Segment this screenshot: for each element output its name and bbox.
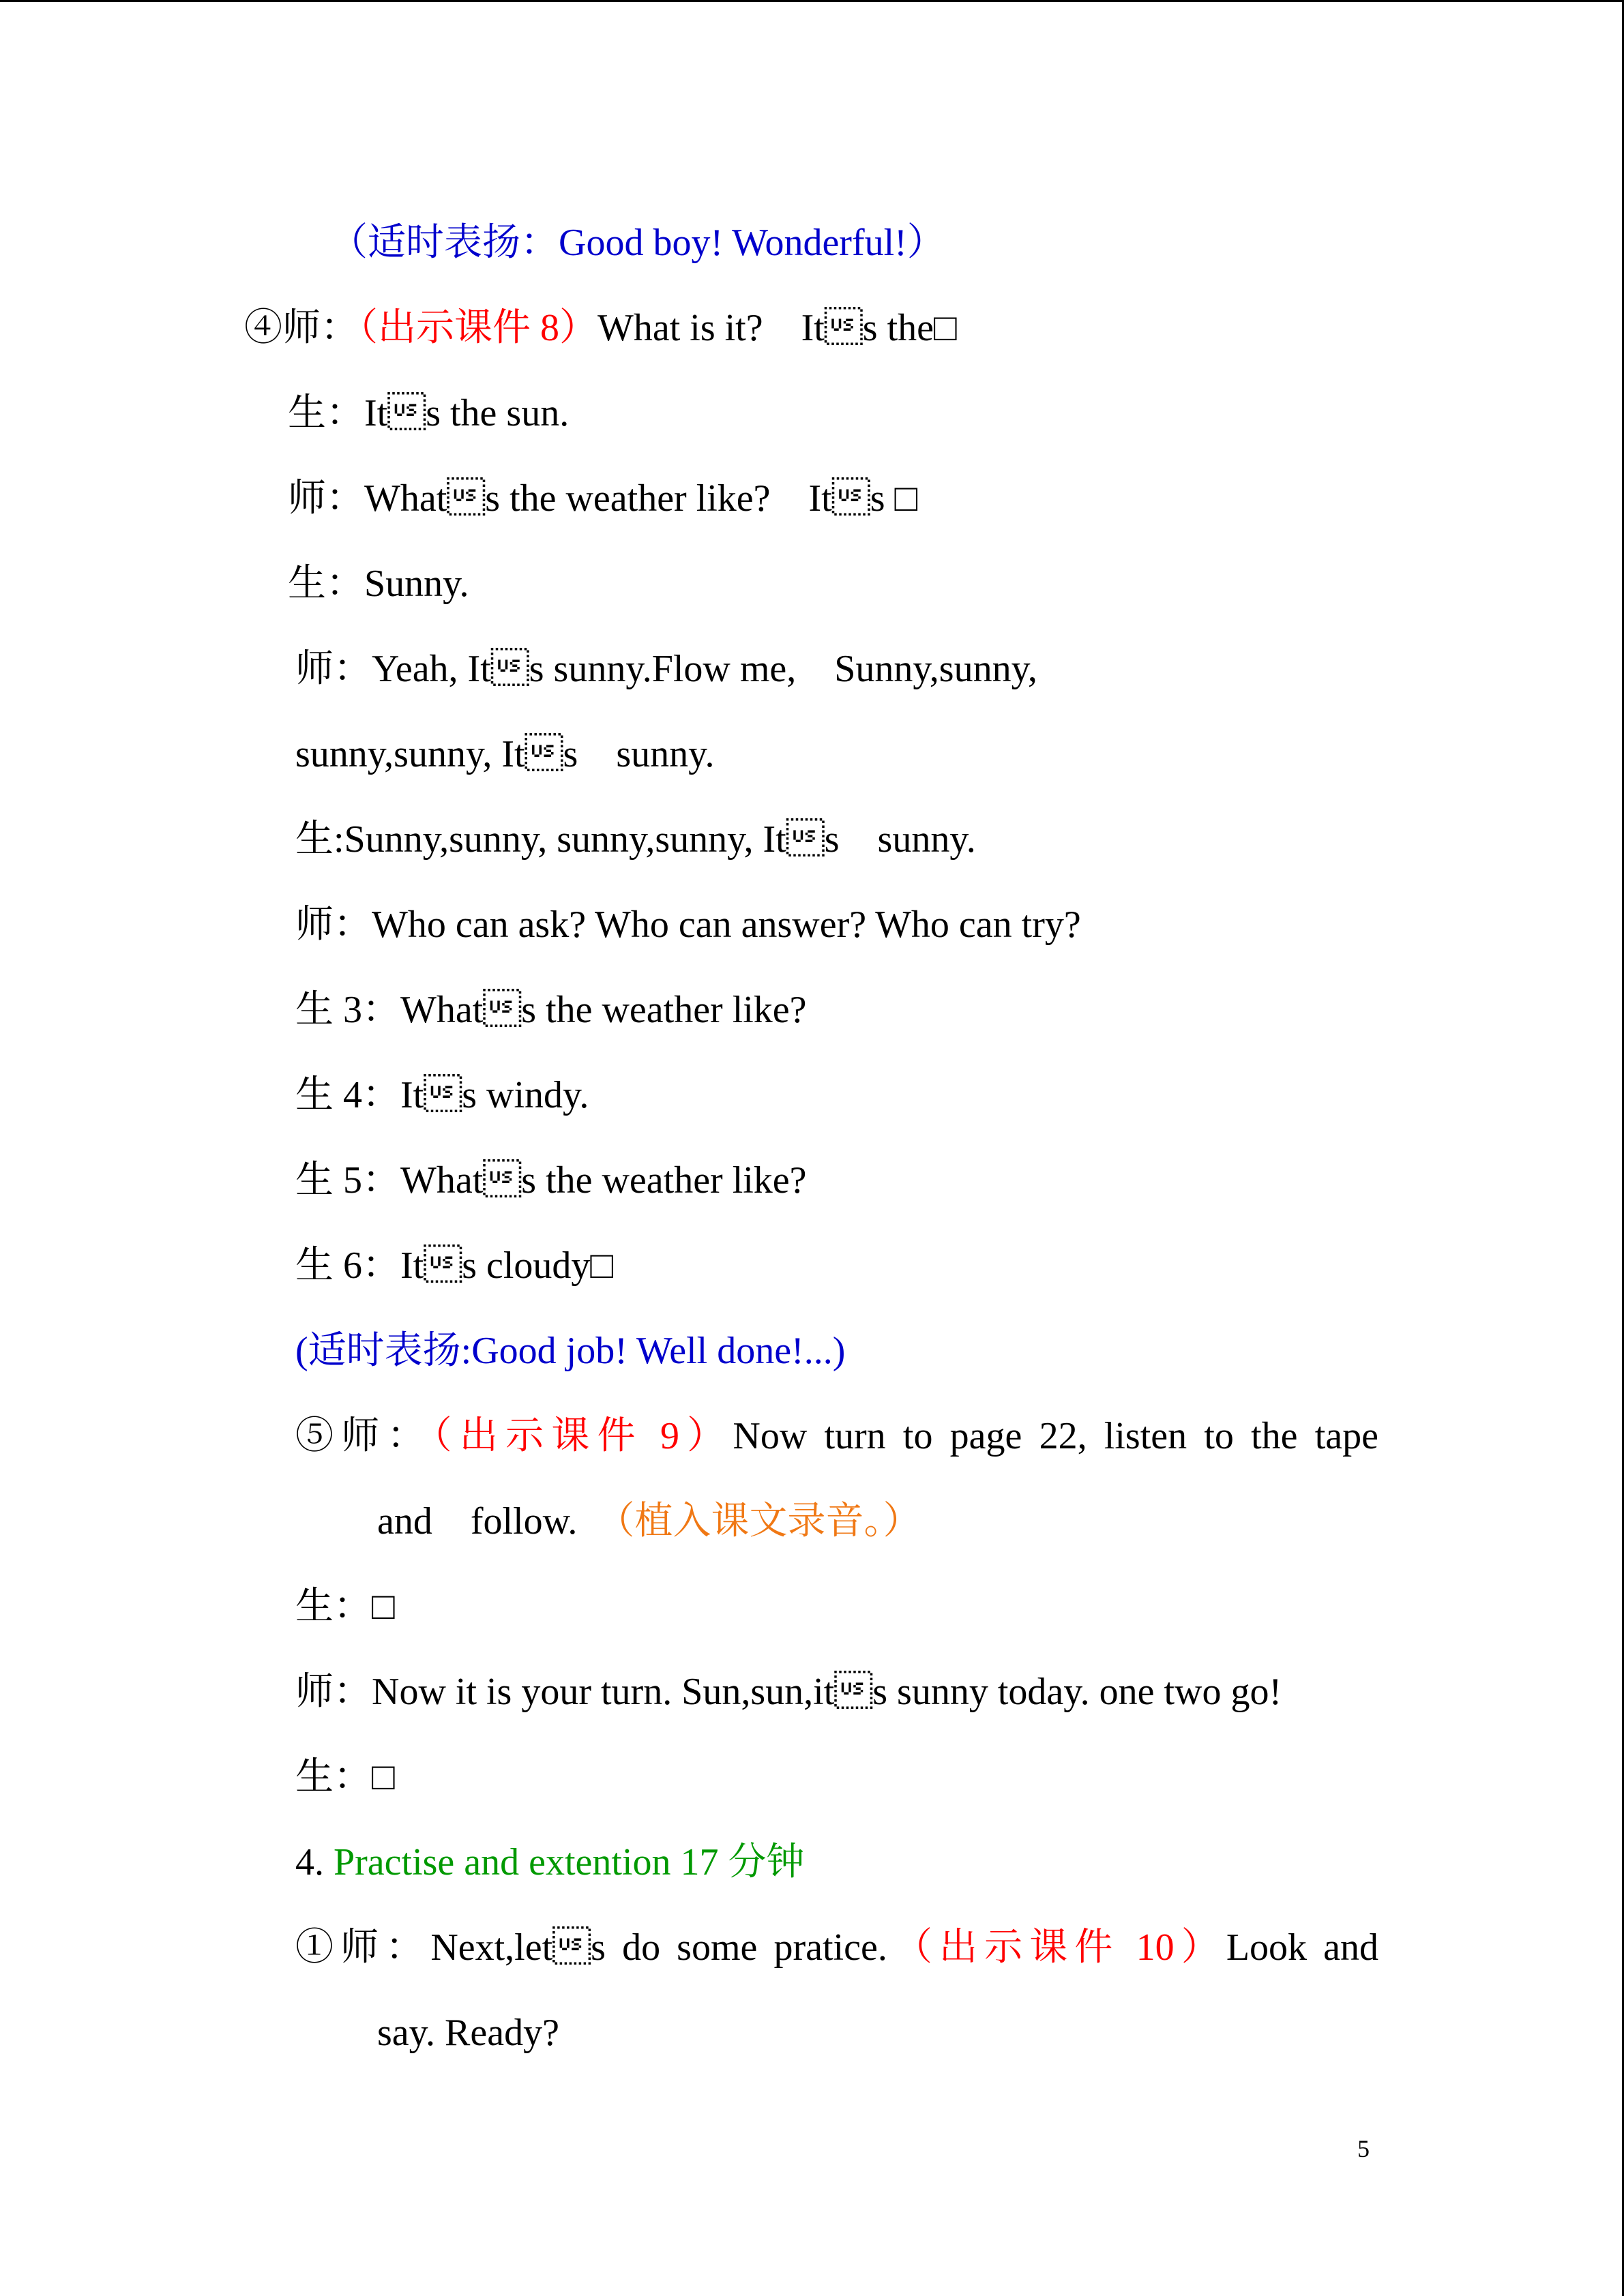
student-line: 生 3：What s the weather like? (295, 989, 807, 1031)
teacher-line-continued (377, 1497, 921, 1545)
teacher-line: 师：Who can ask? Who can answer? Who can try? (295, 904, 1081, 946)
student-line: 生:Sunny,sunny, sunny,sunny, It s sunny. (295, 818, 976, 861)
section-number: 4. (295, 1841, 324, 1883)
step-teacher-label: ④师： (244, 307, 359, 349)
praise-note-2: (适时表扬:Good job! Well done!...) (295, 1330, 846, 1372)
praise-note-1 (329, 219, 945, 267)
teacher-line-courseware-9 (295, 1412, 1378, 1460)
courseware-note: （出示课件 10） (887, 1926, 1226, 1969)
teacher-line-continued: say. Ready? (377, 2012, 559, 2054)
dialogue-text: and follow. (377, 1500, 578, 1542)
teacher-line: 师：What s the weather like? It s □ (288, 477, 918, 520)
dialogue-text: Now turn to page 22, listen to the tape (733, 1415, 1379, 1457)
student-line: 生 4：It s windy. (295, 1074, 589, 1116)
student-line: 生：It s the sun. (288, 392, 570, 434)
teacher-line-continued: sunny,sunny, It s sunny. (295, 733, 715, 775)
teacher-line: 师：Yeah, It s sunny.Flow me, Sunny,sunny, (295, 648, 1037, 690)
student-line: 生 5：What s the weather like? (295, 1159, 807, 1202)
student-line: 生：Sunny. (288, 563, 469, 605)
teacher-line-courseware-10 (295, 1924, 1378, 1971)
teacher-line-courseware-8 (244, 304, 957, 352)
courseware-note: （出示课件 9） (432, 1415, 733, 1457)
student-line: 生：□ (295, 1585, 395, 1628)
page-number: 5 (1357, 2135, 1370, 2162)
praise-text: （适时表扬：Good boy! Wonderful!） (329, 222, 945, 264)
step-teacher-label: ⑤师： (295, 1415, 433, 1457)
student-line: 生：□ (295, 1756, 395, 1798)
dialogue-text: ①师：Next,let s do some pratice. (295, 1926, 887, 1969)
student-line: 生 6：It s cloudy□ (295, 1244, 614, 1287)
section-heading (295, 1838, 805, 1886)
courseware-note: （出示课件 8） (359, 307, 597, 349)
audio-note: （植入课文录音。） (596, 1500, 921, 1542)
section-title: Practise and extention 17 分钟 (334, 1841, 805, 1883)
dialogue-text: Look and (1226, 1926, 1379, 1969)
dialogue-text: What is it? It s the□ (597, 307, 957, 349)
teacher-line: 师：Now it is your turn. Sun,sun,it s sunny today. one two go! (295, 1671, 1282, 1713)
